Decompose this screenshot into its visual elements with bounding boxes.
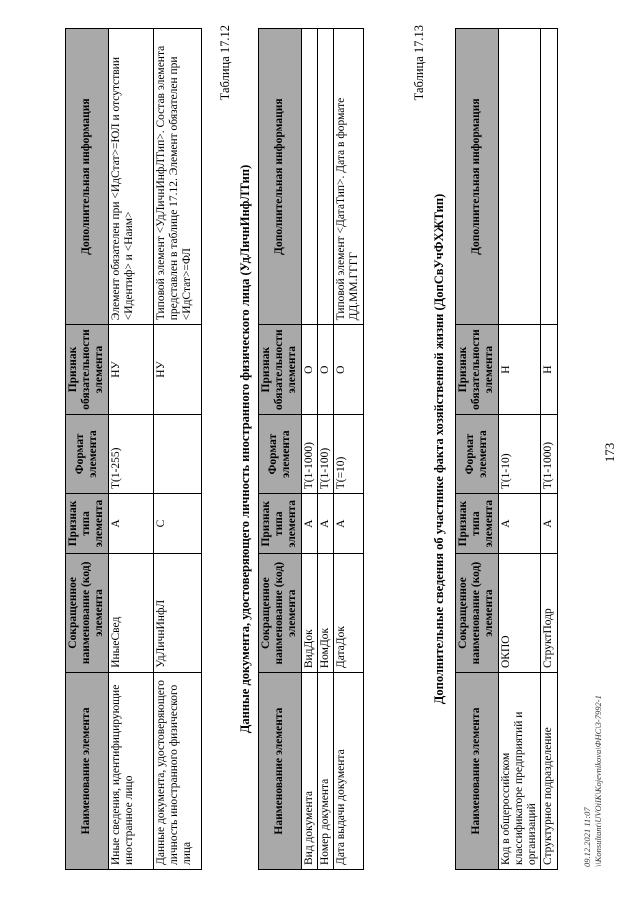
table-row: Вид документа ВидДок А Т(1-1000) О: [301, 29, 317, 870]
header-name: Наименование элемента: [66, 672, 109, 869]
header-obligation: Признак обязательности элемента: [66, 325, 109, 415]
page-number: 173: [602, 442, 617, 463]
table-header-row: Наименование элемента Сокращенное наименование (код) элемента Признак типа элемента Формат элемента Признак обязательности элемента Дополнительная информация: [456, 29, 499, 870]
table-row: Номер документа НомДок А Т(1-100) О: [317, 29, 333, 870]
table-17-11-continued: [65, 28, 202, 870]
header-info: Дополнительная информация: [66, 29, 109, 325]
table-row: Код в общероссийском классификаторе предприятий и организаций ОКПО А Т(1-10) Н: [498, 29, 541, 870]
print-footer: [582, 695, 604, 867]
table-row: Данные документа, удостоверяющего личность иностранного физического лица УдЛичнИнфЛ С НУ Типовой элемент <УдЛичнИнфЛТип>. Состав элемента представлен в таблице 17.12. Элемент обязателен при <ИдСтат>=ФЛ: [153, 29, 201, 870]
table-17-12-title: Данные документа, удостоверяющего личность иностранного физического лица (УдЛичнИнфЛТип): [238, 164, 252, 734]
table-17-13-title: Дополнительные сведения об участнике факта хозяйственной жизни (ДопСвУчФХЖТип): [432, 193, 446, 705]
table-header-row: [66, 29, 109, 870]
table-header-row: Наименование элемента Сокращенное наименование (код) элемента Признак типа элемента Формат элемента Признак обязательности элемента Дополнительная информация: [259, 29, 302, 870]
table-row: Структурное подразделение СтруктПодр А Т(1-1000) Н: [541, 29, 557, 870]
header-format: Формат элемента: [66, 414, 109, 493]
table-row: Иные сведения, идентифицирующие иностранное лицо ИныеСвед А Т(1-255) НУ Элемент обязателен при <ИдСтат>=ЮЛ и отсутствии <Идентиф> и <Наим>: [108, 29, 153, 870]
table-17-13: [455, 28, 558, 870]
table-row: Дата выдачи документа ДатаДок А Т(=10) О Типовой элемент <ДатаТип>. Дата в формате ДД.ММ.ГГГГ: [334, 29, 363, 870]
table-17-12: [258, 28, 364, 870]
print-timestamp: 09.12.2021 11:07: [582, 807, 592, 867]
table-17-12-label: Таблица 17.12: [218, 25, 232, 101]
header-type: Признак типа элемента: [66, 494, 109, 554]
header-code: Сокращенное наименование (код) элемента: [66, 553, 109, 672]
table-17-13-label: Таблица 17.13: [412, 25, 426, 101]
print-file-path: \\Konsultant\UVOiIK\Kojevnikova\ФНС\3-7992-1: [593, 695, 604, 867]
